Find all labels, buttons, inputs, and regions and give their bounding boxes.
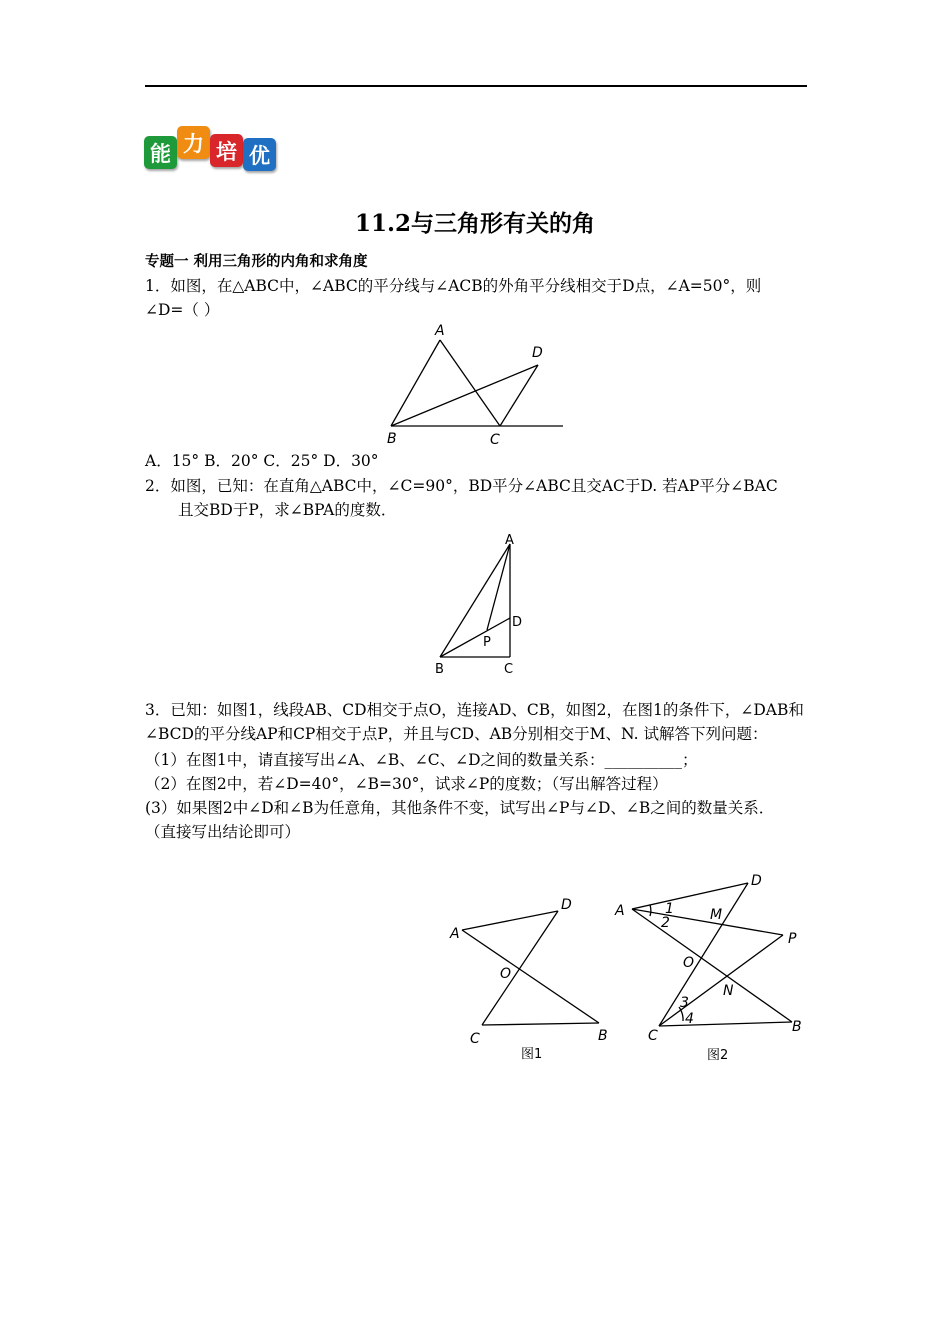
q2-label-p: P [483,635,491,650]
q3-figure-2 [610,865,820,1070]
q1-label-c: C [490,432,500,448]
q3f1-label-c: C [470,1031,480,1047]
q2-label-d: D [512,615,523,630]
q3f2-label-b: B [792,1019,802,1035]
q3f2-angle-4: 4 [685,1011,694,1027]
page-title: 11.2与三角形有关的角 [354,210,596,237]
q2-label-a: A [505,533,514,548]
q3f2-caption: 图2 [707,1048,729,1063]
section-heading: 专题一 利用三角形的内角和求角度 [145,254,368,270]
q3-figure-1 [440,890,620,1070]
q3-text-line4: （2）在图2中，若∠D=40°，∠B=30°，试求∠P的度数；（写出解答过程） [145,775,668,793]
q3f2-label-m: M [710,907,723,923]
q3f2-angle-1: 1 [665,901,674,917]
q2-text-line1: 2．如图，已知：在直角△ABC中，∠C=90°，BD平分∠ABC且交AC于D. 若AP平分∠BAC [145,477,778,495]
q3-text-line1: 3．已知：如图1，线段AB、CD相交于点O，连接AD、CB，如图2，在图1的条件下，∠DAB和 [145,701,804,719]
q3f1-label-b: B [598,1028,608,1044]
q3-text-line3: （1）在图1中，请直接写出∠A、∠B、∠C、∠D之间的数量关系：__________； [145,751,698,769]
q3f2-label-d: D [751,873,762,889]
header-rule [145,85,807,87]
logo-tile-1: 能 [144,136,177,169]
q2-text-line2: 且交BD于P，求∠BPA的度数． [178,501,397,519]
q1-options: A．15° B．20° C．25° D．30° [145,452,379,470]
q2-figure [430,530,530,680]
q3f1-label-a: A [450,926,460,942]
q3f2-label-a: A [615,903,625,919]
q3f2-label-n: N [723,983,734,999]
logo-tile-2: 力 [177,126,210,159]
q2-label-b: B [435,662,444,677]
q1-label-d: D [532,345,543,361]
q3f2-angle-2: 2 [661,915,670,931]
q3f2-label-p: P [788,931,797,947]
q3f1-caption: 图1 [521,1047,543,1062]
q1-figure [380,318,580,450]
logo-tile-3: 培 [210,134,243,167]
logo [144,124,278,174]
q1-label-b: B [387,431,397,447]
q3-text-line5: (3）如果图2中∠D和∠B为任意角，其他条件不变，试写出∠P与∠D、∠B之间的数量关系． [145,799,775,817]
q3f1-label-o: O [500,966,512,982]
q2-label-c: C [504,662,514,677]
q1-text-line2: ∠D=（ ） [145,301,220,319]
q1-text-line1: 1．如图，在△ABC中，∠ABC的平分线与∠ACB的外角平分线相交于D点，∠A=50°，则 [145,277,762,295]
q3-text-line6: （直接写出结论即可） [145,823,301,841]
q3f2-angle-3: 3 [680,995,689,1011]
q3-text-line2: ∠BCD的平分线AP和CP相交于点P，并且与CD、AB分别相交于M、N. 试解答下列问题： [145,725,768,743]
q3f2-label-o: O [683,955,695,971]
logo-tile-4: 优 [243,138,276,171]
q3f2-label-c: C [648,1028,658,1044]
q1-label-a: A [435,323,445,339]
q3f1-label-d: D [561,897,572,913]
